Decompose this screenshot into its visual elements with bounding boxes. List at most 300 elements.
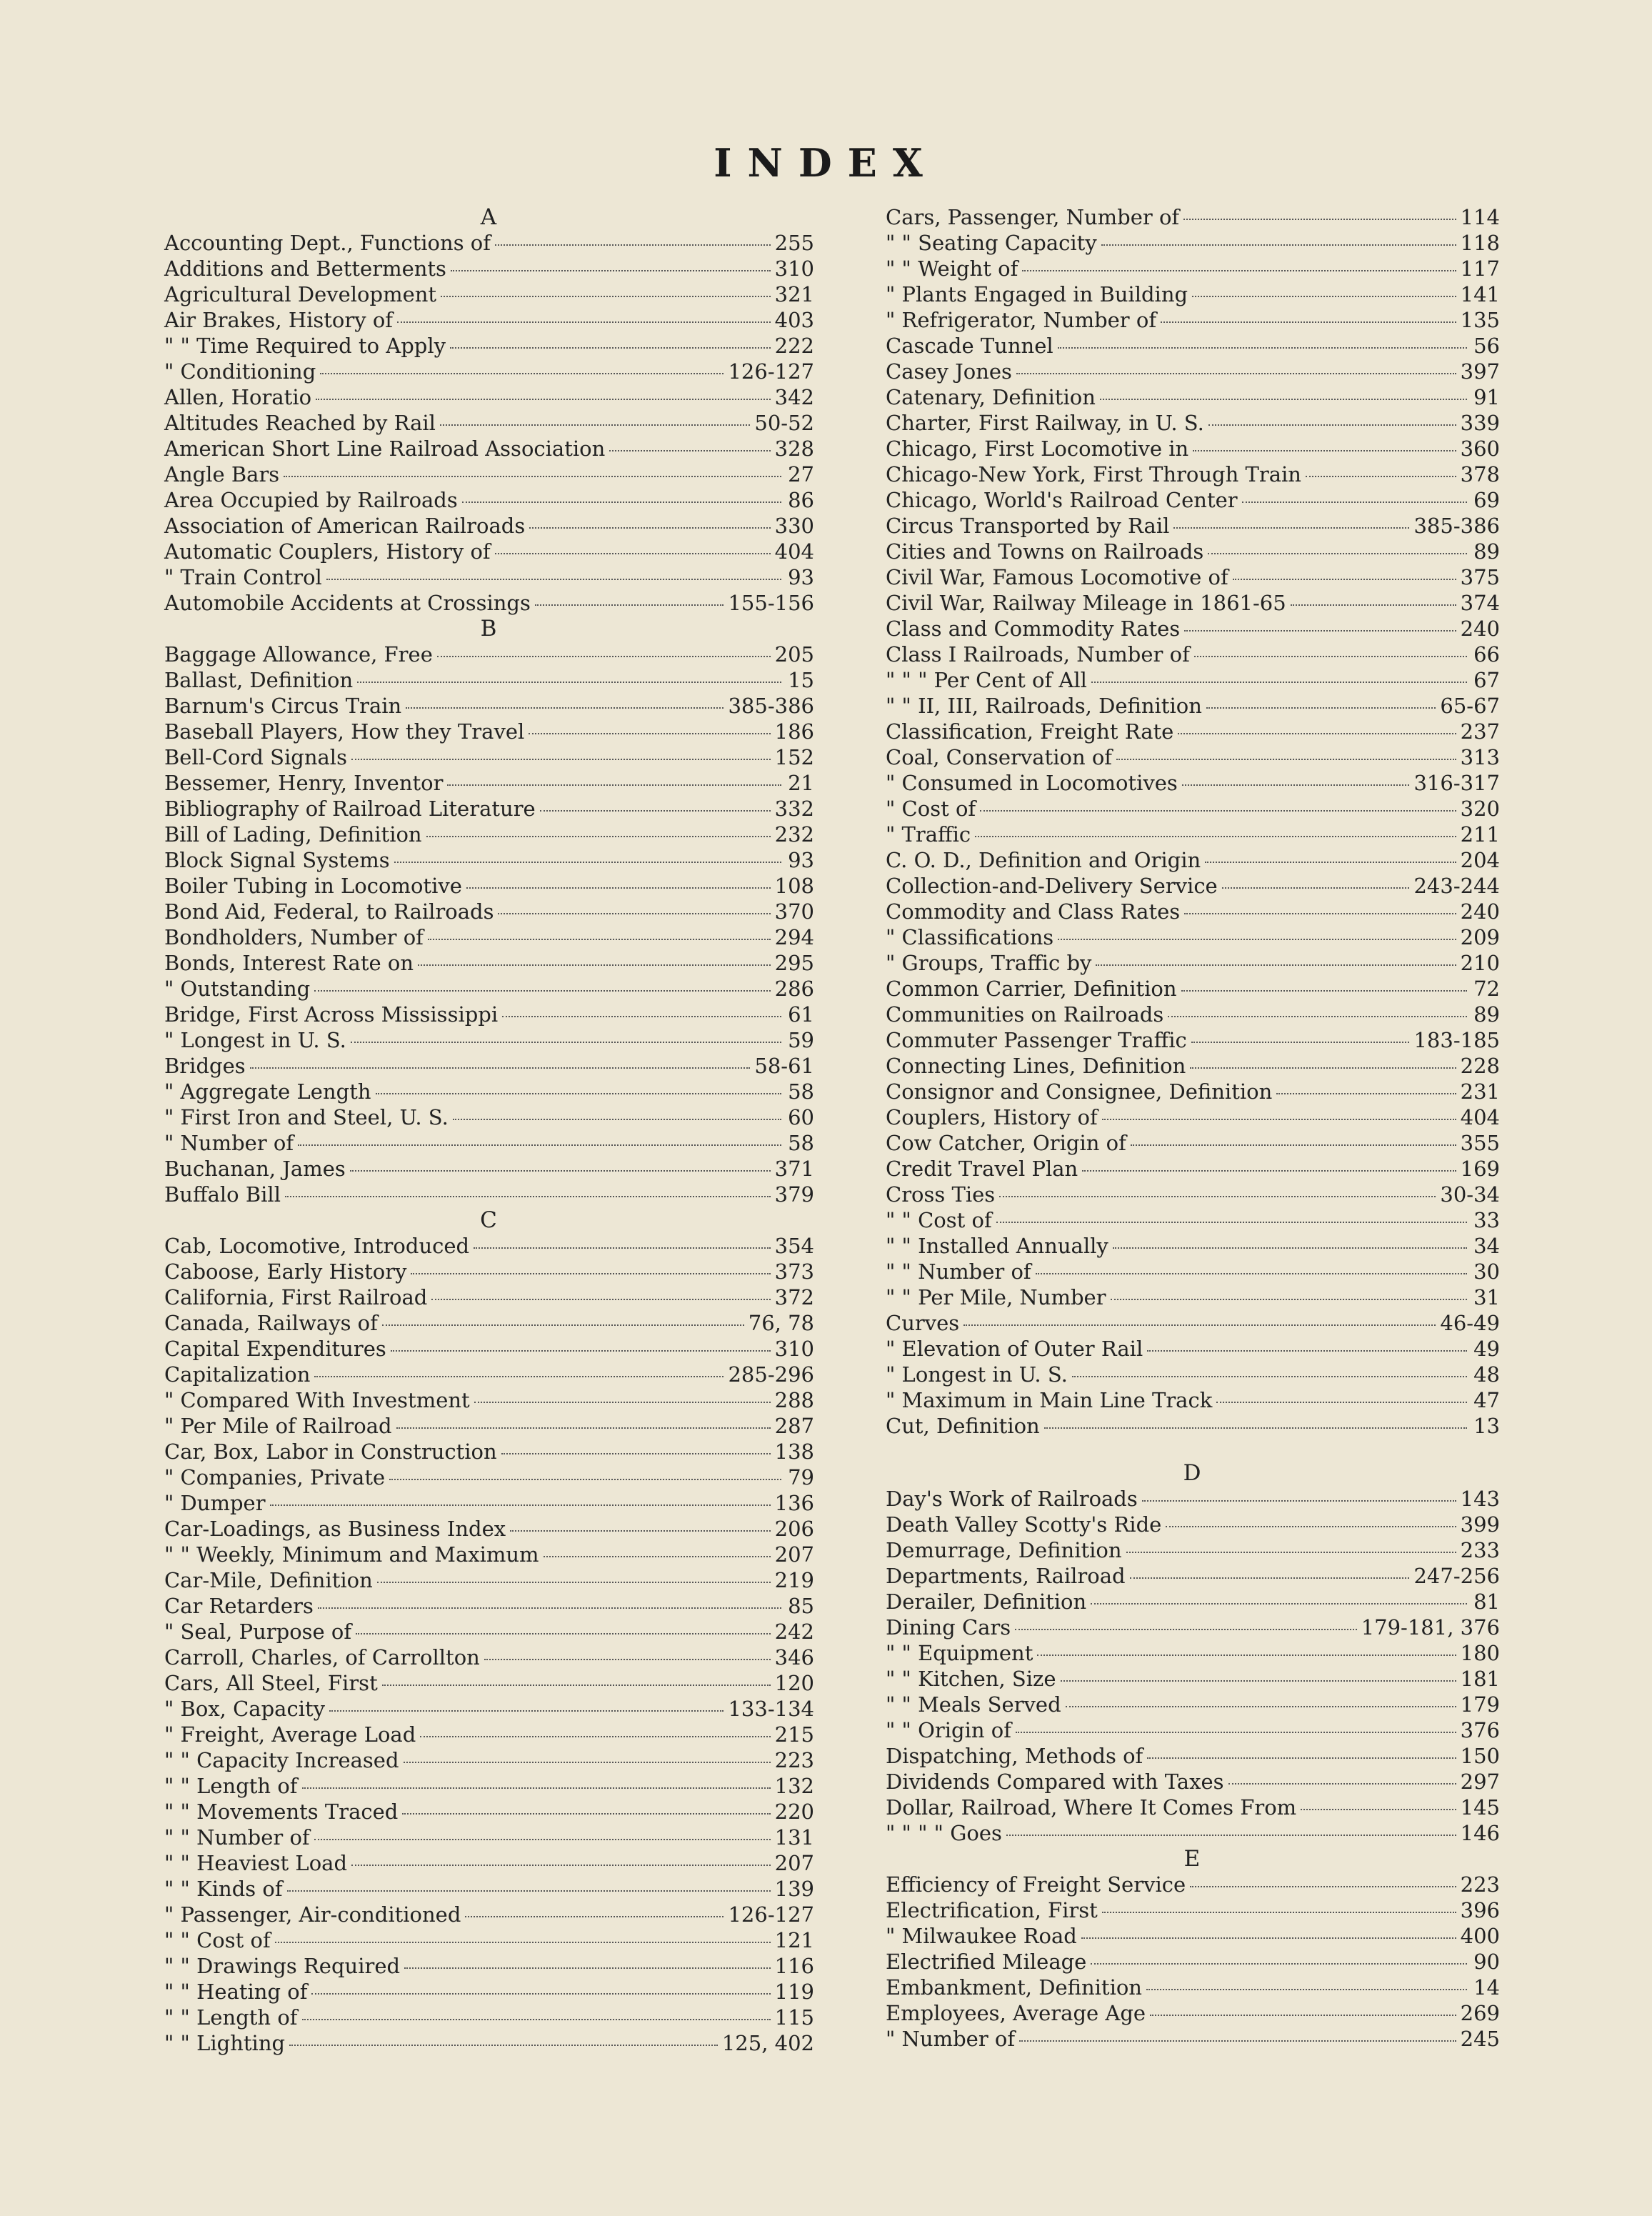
- dot-leader: [495, 552, 771, 554]
- entry-text: Bessemer, Henry, Inventor: [164, 771, 444, 795]
- entry-page: 145: [1460, 1795, 1500, 1820]
- index-entry: [164, 744, 814, 770]
- index-entry: [164, 1464, 814, 1490]
- entry-text: Area Occupied by Railroads: [164, 488, 458, 512]
- entry-page: 72: [1473, 977, 1500, 1001]
- index-entry: [164, 1773, 814, 1799]
- index-entry: [886, 461, 1500, 487]
- entry-text: American Short Line Railroad Association: [164, 436, 606, 461]
- dot-leader: [418, 964, 771, 966]
- dot-leader: [980, 809, 1456, 812]
- index-entry: [886, 564, 1500, 590]
- dot-leader: [397, 321, 771, 323]
- dot-leader: [447, 784, 781, 786]
- entry-page: 360: [1460, 436, 1500, 461]
- entry-page: 400: [1460, 1924, 1500, 1948]
- entry-page: 15: [788, 668, 814, 692]
- entry-page: 330: [774, 514, 814, 538]
- dot-leader: [275, 1941, 771, 1943]
- dot-leader: [1208, 424, 1456, 426]
- entry-page: 136: [774, 1491, 814, 1515]
- entry-page: 269: [1460, 2001, 1500, 2025]
- index-entry: [164, 1670, 814, 1696]
- index-entry: [886, 1207, 1500, 1233]
- entry-text: Automatic Couplers, History of: [164, 539, 491, 564]
- entry-text: Death Valley Scotty's Ride: [886, 1512, 1162, 1537]
- entry-text: " Milwaukee Road: [886, 1924, 1077, 1948]
- entry-page: 255: [774, 231, 814, 255]
- entry-text: " First Iron and Steel, U. S.: [164, 1105, 449, 1129]
- entry-text: Ballast, Definition: [164, 668, 354, 692]
- entry-page: 50-52: [754, 411, 814, 435]
- entry-text: Dispatching, Methods of: [886, 1744, 1143, 1768]
- dot-leader: [1058, 938, 1456, 940]
- index-entry: [164, 590, 814, 616]
- dot-leader: [250, 1067, 751, 1069]
- index-entry: [886, 2026, 1500, 2052]
- entry-text: Catenary, Definition: [886, 385, 1096, 409]
- entry-page: 219: [774, 1568, 814, 1592]
- entry-page: 242: [774, 1619, 814, 1644]
- dot-leader: [1190, 1067, 1456, 1069]
- entry-page: 58: [788, 1079, 814, 1104]
- index-entry: [164, 1644, 814, 1670]
- entry-page: 207: [774, 1851, 814, 1875]
- entry-page: 186: [774, 719, 814, 744]
- entry-text: Car-Mile, Definition: [164, 1568, 373, 1592]
- entry-text: Coal, Conservation of: [886, 745, 1113, 769]
- entry-text: " Number of: [164, 1131, 294, 1155]
- entry-page: 108: [774, 874, 814, 898]
- entry-page: 294: [774, 925, 814, 949]
- dot-leader: [316, 398, 771, 400]
- index-entry: [886, 513, 1500, 539]
- entry-text: Charter, First Railway, in U. S.: [886, 411, 1204, 435]
- index-entry: [886, 204, 1500, 230]
- entry-text: " Consumed in Locomotives: [886, 771, 1178, 795]
- index-entry: [886, 847, 1500, 873]
- entry-text: Dollar, Railroad, Where It Comes From: [886, 1795, 1297, 1820]
- dot-leader: [389, 1478, 781, 1480]
- dot-leader: [1184, 629, 1456, 632]
- entry-page: 46-49: [1440, 1311, 1500, 1335]
- dot-leader: [1216, 1401, 1467, 1403]
- dot-leader: [1228, 1782, 1456, 1785]
- index-entry: [886, 1259, 1500, 1284]
- dot-leader: [451, 269, 771, 271]
- dot-leader: [1096, 964, 1456, 966]
- entry-page: 141: [1460, 282, 1500, 306]
- entry-text: " " Cost of: [886, 1208, 992, 1232]
- entry-page: 90: [1473, 1950, 1500, 1974]
- entry-text: " " Origin of: [886, 1718, 1011, 1742]
- entry-text: " Maximum in Main Line Track: [886, 1388, 1213, 1412]
- index-entry: [886, 873, 1500, 899]
- entry-page: 354: [774, 1234, 814, 1258]
- index-entry: [164, 1002, 814, 1027]
- dot-leader: [1061, 1680, 1456, 1682]
- entry-text: Class and Commodity Rates: [886, 617, 1181, 641]
- index-entry: [164, 1413, 814, 1439]
- entry-text: " " Per Mile, Number: [886, 1285, 1106, 1309]
- entry-page: 209: [1460, 925, 1500, 949]
- dot-leader: [1102, 1118, 1456, 1120]
- dot-leader: [318, 1607, 781, 1609]
- index-entry: [164, 1053, 814, 1079]
- index-entry: [164, 2030, 814, 2056]
- dot-leader: [298, 1144, 781, 1146]
- entry-page: 233: [1460, 1538, 1500, 1562]
- entry-text: Cascade Tunnel: [886, 334, 1053, 358]
- entry-text: Cow Catcher, Origin of: [886, 1131, 1126, 1155]
- entry-page: 342: [774, 385, 814, 409]
- index-entry: [164, 1516, 814, 1542]
- index-entry: [886, 1512, 1500, 1537]
- dot-leader: [1066, 1705, 1456, 1707]
- entry-text: Consignor and Consignee, Definition: [886, 1079, 1273, 1104]
- entry-text: Bell-Cord Signals: [164, 745, 347, 769]
- entry-text: " " Seating Capacity: [886, 231, 1097, 255]
- entry-page: 371: [774, 1157, 814, 1181]
- entry-text: Carroll, Charles, of Carrollton: [164, 1645, 480, 1670]
- dot-leader: [351, 758, 771, 760]
- entry-text: " " Capacity Increased: [164, 1748, 399, 1772]
- index-entry: [164, 384, 814, 410]
- entry-text: " Plants Engaged in Building: [886, 282, 1188, 306]
- entry-text: " " Drawings Required: [164, 1954, 401, 1978]
- entry-text: Employees, Average Age: [886, 2001, 1146, 2025]
- entry-page: 65-67: [1440, 694, 1500, 718]
- index-entry: [886, 1182, 1500, 1207]
- entry-page: 119: [774, 1980, 814, 2004]
- dot-leader: [1173, 526, 1409, 529]
- entry-page: 86: [788, 488, 814, 512]
- dot-leader: [431, 1298, 770, 1300]
- index-entry: [886, 1156, 1500, 1182]
- entry-text: Common Carrier, Definition: [886, 977, 1177, 1001]
- dot-leader: [1044, 1427, 1467, 1429]
- entry-text: " Outstanding: [164, 977, 311, 1001]
- dot-leader: [1081, 1937, 1456, 1939]
- dot-leader: [356, 1632, 771, 1634]
- entry-page: 13: [1473, 1414, 1500, 1438]
- entry-page: 286: [774, 977, 814, 1001]
- entry-text: Automobile Accidents at Crossings: [164, 591, 531, 615]
- index-entry: [164, 1233, 814, 1259]
- dot-leader: [484, 1658, 771, 1660]
- entry-text: " Aggregate Length: [164, 1079, 371, 1104]
- entry-page: 237: [1460, 719, 1500, 744]
- entry-page: 215: [774, 1722, 814, 1747]
- index-entry: [164, 410, 814, 436]
- index-entry: [164, 1439, 814, 1464]
- dot-leader: [1182, 784, 1410, 786]
- entry-text: Car, Box, Labor in Construction: [164, 1439, 497, 1464]
- entry-page: 126-127: [728, 359, 814, 384]
- entry-text: Communities on Railroads: [886, 1002, 1164, 1027]
- entry-text: Cut, Definition: [886, 1414, 1040, 1438]
- entry-text: " " Cost of: [164, 1928, 271, 1952]
- entry-page: 399: [1460, 1512, 1500, 1537]
- index-entry: [164, 1259, 814, 1284]
- entry-text: " Freight, Average Load: [164, 1722, 416, 1747]
- entry-page: 346: [774, 1645, 814, 1670]
- index-entry: [164, 359, 814, 384]
- dot-leader: [1306, 475, 1456, 477]
- dot-leader: [320, 372, 724, 374]
- entry-page: 47: [1473, 1388, 1500, 1412]
- index-entry: [164, 436, 814, 461]
- entry-page: 316-317: [1413, 771, 1500, 795]
- entry-text: " Train Control: [164, 565, 322, 589]
- entry-text: Car Retarders: [164, 1594, 314, 1618]
- dot-leader: [529, 526, 770, 529]
- dot-leader: [1116, 758, 1456, 760]
- entry-text: " " Kitchen, Size: [886, 1667, 1056, 1691]
- entry-page: 56: [1473, 334, 1500, 358]
- entry-page: 228: [1460, 1054, 1500, 1078]
- index-entry: [164, 564, 814, 590]
- entry-page: 133-134: [728, 1697, 814, 1721]
- entry-page: 247-256: [1413, 1564, 1500, 1588]
- index-entry: [886, 1104, 1500, 1130]
- dot-leader: [450, 346, 771, 349]
- entry-page: 31: [1473, 1285, 1500, 1309]
- entry-page: 30-34: [1440, 1182, 1500, 1207]
- index-entry: [886, 410, 1500, 436]
- dot-leader: [1082, 1169, 1456, 1172]
- dot-leader: [314, 1838, 771, 1840]
- index-entry: [886, 256, 1500, 281]
- entry-text: Boiler Tubing in Locomotive: [164, 874, 462, 898]
- entry-text: " " Time Required to Apply: [164, 334, 446, 358]
- dot-leader: [462, 501, 781, 503]
- index-entry: [164, 1799, 814, 1825]
- entry-page: 169: [1460, 1157, 1500, 1181]
- spacer: [886, 1439, 1500, 1460]
- entry-text: " Cost of: [886, 797, 976, 821]
- entry-page: 58-61: [754, 1054, 814, 1078]
- entry-text: Accounting Dept., Functions of: [164, 231, 491, 255]
- entry-page: 211: [1460, 822, 1500, 847]
- dot-leader: [996, 1221, 1467, 1223]
- index-entry: [164, 1747, 814, 1773]
- entry-page: 310: [774, 256, 814, 281]
- entry-text: " Companies, Private: [164, 1465, 386, 1489]
- entry-page: 138: [774, 1439, 814, 1464]
- index-entry: [886, 1336, 1500, 1362]
- entry-page: 150: [1460, 1744, 1500, 1768]
- entry-page: 61: [788, 1002, 814, 1027]
- entry-text: Circus Transported by Rail: [886, 514, 1170, 538]
- index-entry: [164, 873, 814, 899]
- dot-leader: [1291, 604, 1456, 606]
- entry-page: 285-296: [728, 1362, 814, 1387]
- dot-leader: [529, 732, 770, 734]
- index-entry: [164, 667, 814, 693]
- dot-leader: [1037, 1654, 1456, 1656]
- entry-page: 21: [788, 771, 814, 795]
- entry-page: 320: [1460, 797, 1500, 821]
- entry-text: Dividends Compared with Taxes: [886, 1770, 1224, 1794]
- index-entry: [886, 590, 1500, 616]
- entry-page: 295: [774, 951, 814, 975]
- dot-leader: [285, 1195, 771, 1197]
- entry-page: 207: [774, 1542, 814, 1567]
- dot-leader: [351, 1041, 781, 1043]
- index-entry: [886, 1949, 1500, 1975]
- dot-leader: [1233, 578, 1456, 580]
- entry-text: Derailer, Definition: [886, 1589, 1087, 1614]
- dot-leader: [382, 1324, 744, 1326]
- entry-page: 287: [774, 1414, 814, 1438]
- entry-text: Cities and Towns on Railroads: [886, 539, 1204, 564]
- entry-text: " Dumper: [164, 1491, 266, 1515]
- index-entry: [886, 1589, 1500, 1614]
- entry-page: 404: [774, 539, 814, 564]
- index-entry: [886, 950, 1500, 976]
- entry-page: 220: [774, 1800, 814, 1824]
- entry-page: 58: [788, 1131, 814, 1155]
- index-entry: [164, 822, 814, 847]
- entry-text: C. O. D., Definition and Origin: [886, 848, 1201, 872]
- entry-text: " Longest in U. S.: [886, 1362, 1068, 1387]
- entry-text: " Conditioning: [164, 359, 316, 384]
- entry-text: Caboose, Early History: [164, 1259, 407, 1284]
- entry-text: " Classifications: [886, 925, 1054, 949]
- index-entry: [886, 1640, 1500, 1666]
- dot-leader: [1146, 1988, 1467, 1990]
- index-entry: [886, 899, 1500, 924]
- dot-leader: [284, 475, 781, 477]
- dot-leader: [287, 1890, 771, 1892]
- dot-leader: [270, 1504, 771, 1506]
- index-entry: [886, 667, 1500, 693]
- index-entry: [886, 487, 1500, 513]
- dot-leader: [1150, 2014, 1456, 2016]
- dot-leader: [1194, 655, 1467, 657]
- dot-leader: [406, 707, 724, 709]
- dot-leader: [382, 1684, 771, 1686]
- dot-leader: [396, 1427, 771, 1429]
- index-entry: [886, 822, 1500, 847]
- dot-leader: [1131, 1144, 1456, 1146]
- dot-leader: [1091, 1602, 1467, 1604]
- entry-page: 180: [1460, 1641, 1500, 1665]
- index-entry: [164, 487, 814, 513]
- index-entry: [164, 1876, 814, 1902]
- dot-leader: [609, 449, 770, 451]
- dot-leader: [1183, 218, 1456, 220]
- index-entry: [886, 384, 1500, 410]
- entry-text: Baggage Allowance, Free: [164, 642, 433, 667]
- index-entry: [164, 1104, 814, 1130]
- entry-text: Association of American Railroads: [164, 514, 526, 538]
- entry-text: Cab, Locomotive, Introduced: [164, 1234, 470, 1258]
- entry-text: Collection-and-Delivery Service: [886, 874, 1218, 898]
- index-entry: [886, 333, 1500, 359]
- entry-page: 339: [1460, 411, 1500, 435]
- entry-page: 222: [774, 334, 814, 358]
- dot-leader: [302, 2018, 771, 2020]
- dot-leader: [411, 1272, 770, 1274]
- dot-leader: [1147, 1349, 1467, 1352]
- entry-text: " Elevation of Outer Rail: [886, 1337, 1143, 1361]
- entry-page: 403: [774, 308, 814, 332]
- index-entry: [164, 1619, 814, 1644]
- entry-text: Casey Jones: [886, 359, 1012, 384]
- dot-leader: [1019, 2040, 1456, 2042]
- dot-leader: [1166, 1525, 1456, 1527]
- entry-text: Dining Cars: [886, 1615, 1011, 1639]
- dot-leader: [1072, 1375, 1467, 1377]
- entry-text: California, First Railroad: [164, 1285, 428, 1309]
- entry-text: " Refrigerator, Number of: [886, 308, 1157, 332]
- index-entry: [164, 307, 814, 333]
- dot-leader: [1091, 1962, 1467, 1965]
- dot-leader: [1111, 1298, 1467, 1300]
- entry-page: 60: [788, 1105, 814, 1129]
- entry-text: " " Number of: [164, 1825, 310, 1850]
- index-entry: [164, 1387, 814, 1413]
- dot-leader: [975, 835, 1456, 837]
- index-entry: [886, 1692, 1500, 1717]
- index-entry: [164, 1079, 814, 1104]
- entry-text: " Number of: [886, 2027, 1016, 2051]
- index-entry: [164, 1850, 814, 1876]
- dot-leader: [540, 809, 771, 812]
- entry-page: 240: [1460, 899, 1500, 924]
- entry-page: 49: [1473, 1337, 1500, 1361]
- entry-page: 89: [1473, 1002, 1500, 1027]
- entry-page: 372: [774, 1285, 814, 1309]
- dot-leader: [426, 835, 771, 837]
- entry-page: 66: [1473, 642, 1500, 667]
- index-entry: [164, 1567, 814, 1593]
- entry-text: Classification, Freight Rate: [886, 719, 1174, 744]
- entry-page: 313: [1460, 745, 1500, 769]
- dot-leader: [357, 681, 781, 683]
- dot-leader: [1191, 1041, 1410, 1043]
- index-entry: [886, 1002, 1500, 1027]
- dot-leader: [502, 1015, 781, 1017]
- entry-page: 373: [774, 1259, 814, 1284]
- dot-leader: [1192, 295, 1456, 297]
- dot-leader: [1301, 1808, 1456, 1810]
- index-entry: [886, 796, 1500, 822]
- entry-page: 370: [774, 899, 814, 924]
- dot-leader: [999, 1195, 1436, 1197]
- entry-text: Chicago-New York, First Through Train: [886, 462, 1301, 486]
- entry-text: Barnum's Circus Train: [164, 694, 402, 718]
- entry-page: 206: [774, 1517, 814, 1541]
- dot-leader: [402, 1812, 770, 1815]
- dot-leader: [1242, 501, 1467, 503]
- dot-leader: [1130, 1577, 1410, 1579]
- entry-text: " " Kinds of: [164, 1877, 283, 1901]
- entry-page: 210: [1460, 951, 1500, 975]
- entry-text: " Per Mile of Railroad: [164, 1414, 392, 1438]
- index-entry: [164, 1593, 814, 1619]
- index-entry: [886, 1717, 1500, 1743]
- index-entry: [886, 1743, 1500, 1769]
- entry-page: 67: [1473, 668, 1500, 692]
- entry-text: Cars, Passenger, Number of: [886, 205, 1180, 229]
- index-entry: [164, 1927, 814, 1953]
- entry-text: Baseball Players, How they Travel: [164, 719, 525, 744]
- dot-leader: [510, 1529, 771, 1532]
- dot-leader: [428, 938, 771, 940]
